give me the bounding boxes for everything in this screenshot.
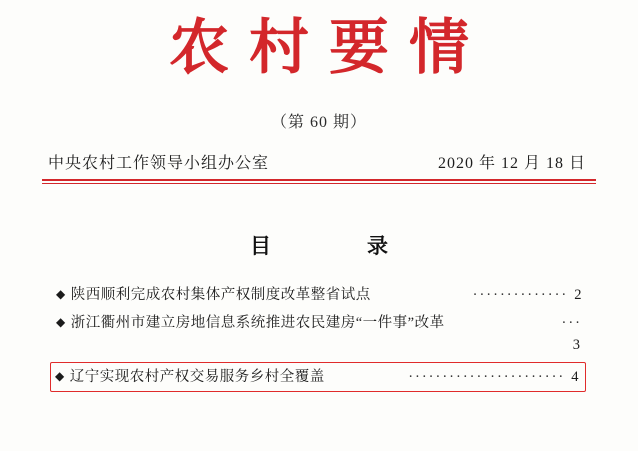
byline (48, 150, 590, 173)
toc-leader-dots: ······················· (408, 368, 566, 385)
masthead-title: 农村要情 (169, 13, 489, 83)
toc-entry-title: 辽宁实现农村产权交易服务乡村全覆盖 (69, 368, 325, 385)
toc-page-number: 4 (571, 368, 579, 385)
list-item[interactable] (56, 312, 582, 334)
publisher-name: 中央农村工作领导小组办公室 (48, 155, 270, 172)
page-bottom-spacer (0, 398, 638, 424)
masthead (0, 0, 638, 83)
toc-page-number: 2 (574, 287, 582, 303)
list-item[interactable] (50, 362, 586, 392)
table-of-contents (56, 284, 582, 392)
toc-entry-title: 浙江衢州市建立房地信息系统推进农民建房“一件事”改革 (70, 315, 445, 332)
divider-thin-line (42, 183, 596, 184)
contents-heading: 目 录 (250, 234, 406, 258)
header-divider (42, 179, 596, 184)
issue-number: （第 60 期） (270, 114, 367, 131)
toc-leader-dots: ·············· (472, 287, 569, 303)
diamond-bullet-icon: ◆ (56, 315, 66, 330)
toc-leader-dots: ··· (561, 315, 582, 332)
diamond-bullet-icon: ◆ (56, 287, 66, 301)
diamond-bullet-icon: ◆ (55, 368, 65, 383)
divider-thick-line (42, 179, 596, 181)
toc-entry-title: 陕西顺利完成农村集体产权制度改革整省试点 (70, 287, 371, 303)
toc-page-number: 3 (572, 336, 580, 353)
list-item[interactable] (56, 284, 582, 306)
publication-date: 2020 年 12 月 18 日 (437, 155, 586, 172)
